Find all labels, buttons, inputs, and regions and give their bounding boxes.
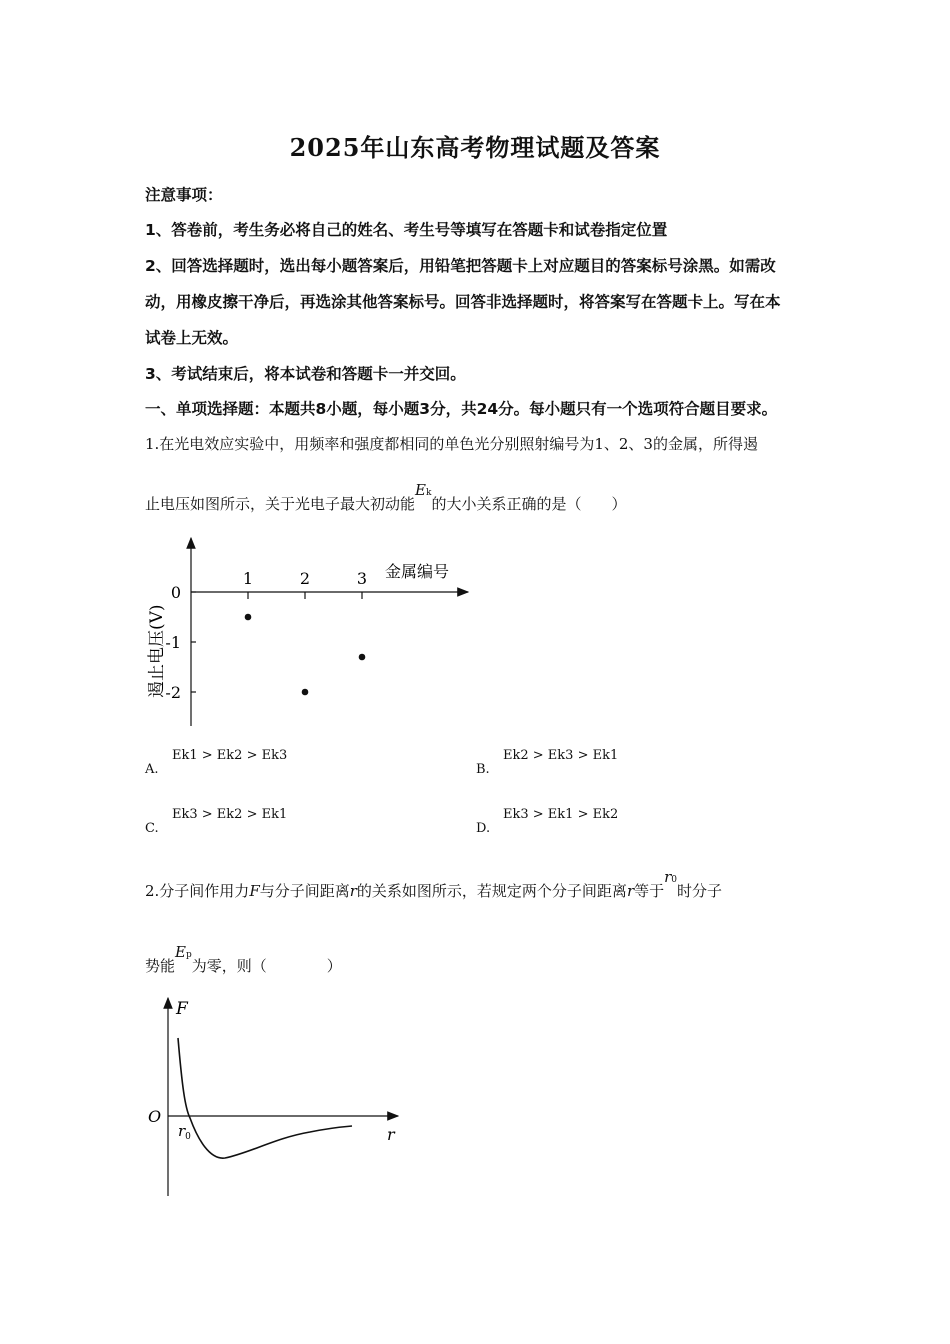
q1-ek-symbol: Ek	[415, 481, 432, 499]
notes-heading: 注意事项：	[145, 186, 223, 204]
q2-stem-line-2: 势能Ep为零，则（ ）	[145, 943, 342, 975]
q1-stem-text-b: 的大小关系正确的是（ ）	[431, 495, 627, 513]
page-title: 2025年山东高考物理试题及答案	[289, 133, 661, 162]
q1-y-tick-label: 0	[170, 583, 181, 602]
q1-data-point-2	[302, 689, 309, 696]
q1-stem-line-1: 1.在光电效应实验中，用频率和强度都相同的单色光分别照射编号为1、2、3的金属，所得遏	[145, 435, 758, 453]
q1-x-tick-label: 3	[356, 569, 368, 588]
q1-x-axis-label: 金属编号	[385, 562, 450, 581]
note-item-1: 1、答卷前，考生务必将自己的姓名、考生号等填写在答题卡和试卷指定位置	[145, 221, 668, 239]
q1-option-b-label[interactable]: B.	[476, 762, 490, 777]
q1-y-axis-label: 遏止电压(V)	[147, 604, 167, 698]
q1-option-a[interactable]: Ek1 > Ek2 > Ek3	[172, 748, 288, 763]
q1-y-tick-label: -1	[165, 633, 181, 652]
q1-data-point-1	[245, 614, 252, 621]
note-item-2-line-1: 2、回答选择题时，选出每小题答案后，用铅笔把答题卡上对应题目的答案标号涂黑。如需改	[145, 257, 776, 275]
q2-origin-label: O	[148, 1107, 162, 1126]
section-heading: 一、单项选择题：本题共8小题，每小题3分，共24分。每小题只有一个选项符合题目要求。	[145, 400, 778, 418]
q1-stem-text-a: 止电压如图所示，关于光电子最大初动能	[145, 495, 416, 513]
q1-option-c[interactable]: Ek3 > Ek2 > Ek1	[172, 807, 288, 822]
q2-force-graph	[140, 990, 410, 1205]
q1-stem-line-2	[145, 481, 627, 514]
q2-f-label: F	[176, 999, 188, 1019]
q2-r0-label: $r_0$	[178, 1122, 191, 1142]
q2-r0-symbol: r0	[664, 868, 678, 886]
q1-x-tick-label: 2	[299, 569, 311, 588]
q1-option-b[interactable]: Ek2 > Ek3 > Ek1	[503, 748, 619, 763]
q1-data-point-3	[359, 654, 366, 661]
q2-force-curve	[178, 1038, 352, 1158]
q1-option-d-label[interactable]: D.	[476, 821, 491, 836]
q1-option-d[interactable]: Ek3 > Ek1 > Ek2	[503, 807, 619, 822]
q1-option-a-label[interactable]: A.	[145, 762, 159, 777]
q1-option-c-label[interactable]: C.	[145, 821, 159, 836]
q1-y-tick-label: -2	[165, 683, 181, 702]
note-item-2-line-3: 试卷上无效。	[145, 329, 239, 347]
q2-ep-symbol: Ep	[175, 943, 192, 961]
note-item-2-line-2: 动，用橡皮擦干净后，再选涂其他答案标号。回答非选择题时，将答案写在答题卡上。写在本	[145, 293, 781, 311]
note-item-3: 3、考试结束后，将本试卷和答题卡一并交回。	[145, 365, 466, 383]
q2-r-label: r	[387, 1125, 395, 1144]
q1-chart	[130, 530, 490, 740]
q2-stem-line-1: 2.分子间作用力F与分子间距离r的关系如图所示，若规定两个分子间距离r等于r0时分子	[145, 868, 723, 900]
q1-x-tick-label: 1	[242, 569, 254, 588]
